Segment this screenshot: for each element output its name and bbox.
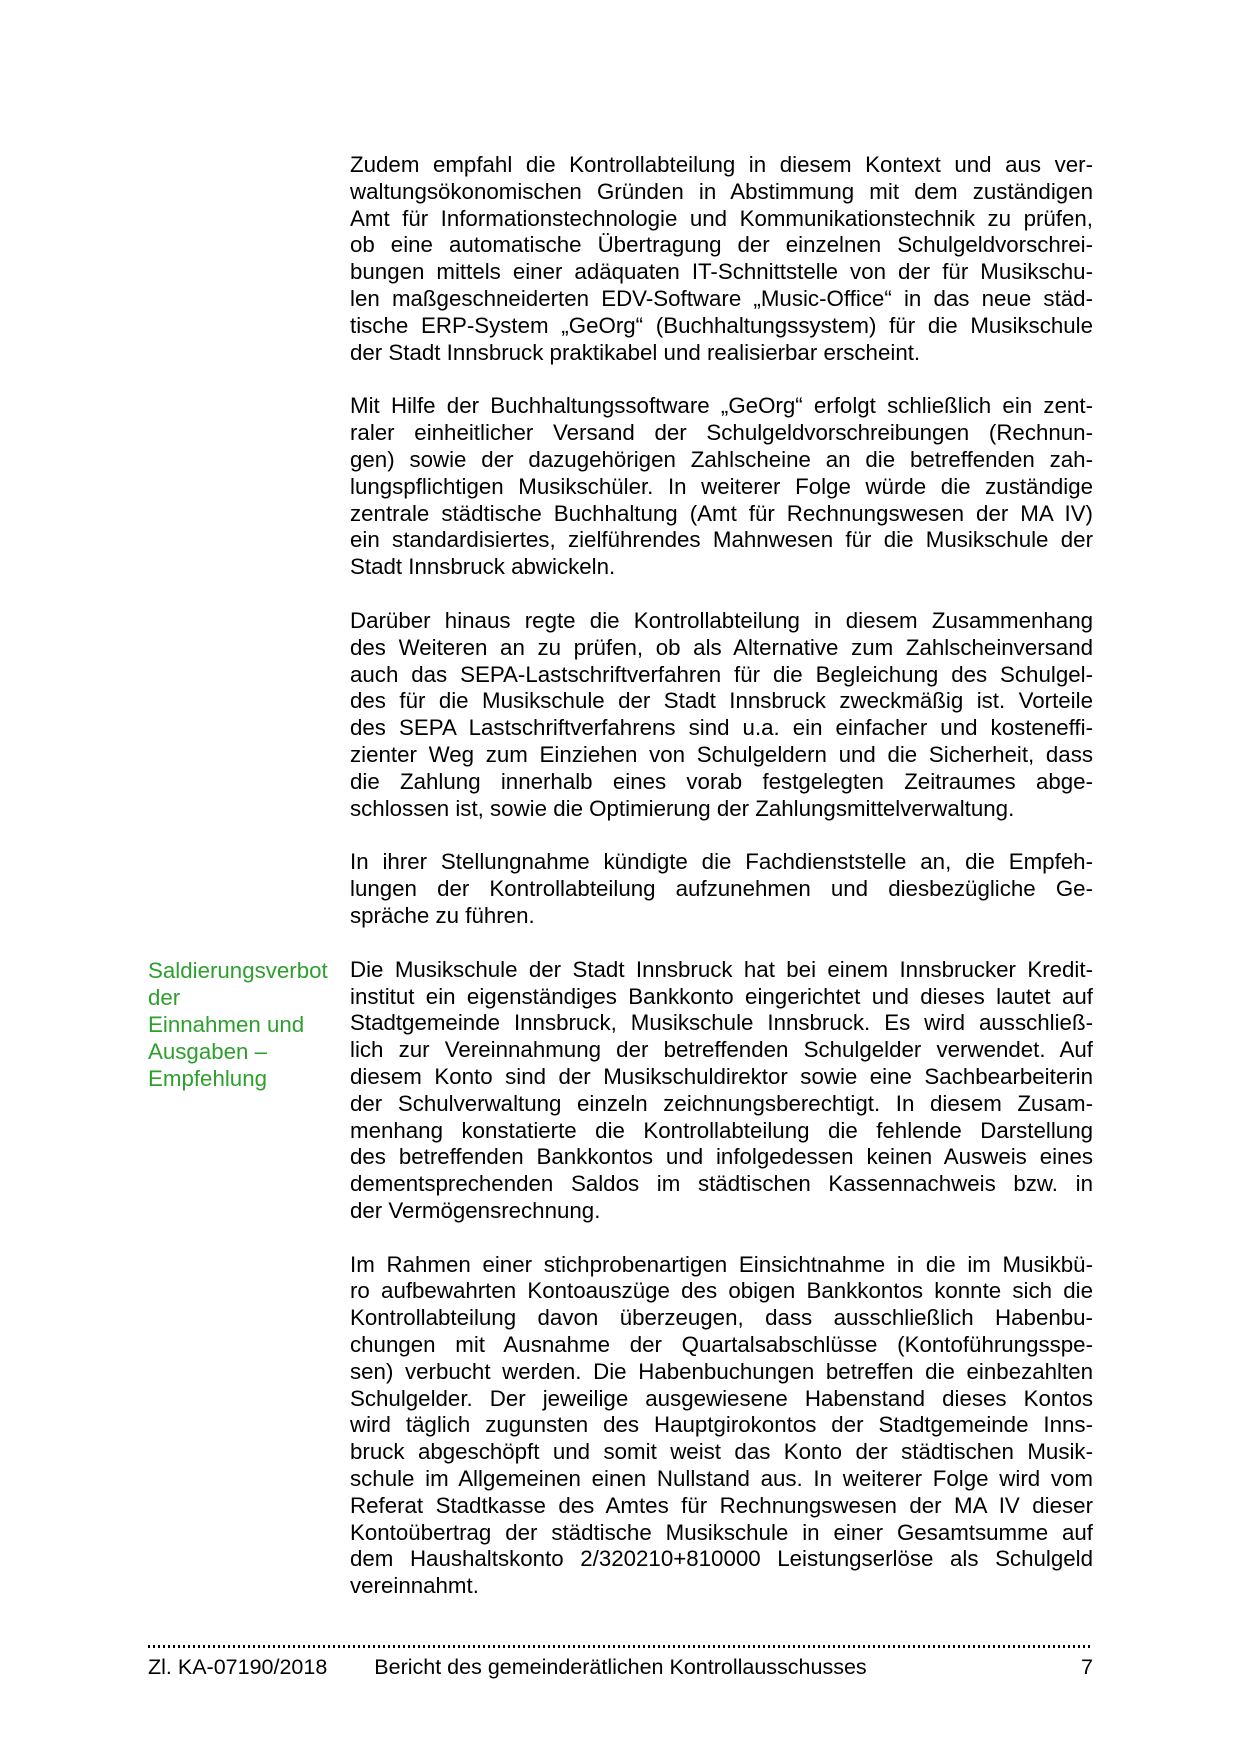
paragraph-sepa: Darüber hinaus regte die Kontrollabteilung in diesem Zusammenhang des Weiteren an zu prüfen, ob als Alternative zum Zahlscheinversand auch das SEPA-Lastschriftverfahren für die Begleichung des Schulgel- des für die Musikschule der Stadt Innsbruck zweckmäßig ist. Vorteile des SEPA Lastschriftverfahrens sind u.a. ein einfacher und kosteneffi- zienter Weg zum Einziehen von Schulgeldern und die Sicherheit, dass die Zahlung innerhalb eines vorab festgelegten Zeitraumes abge- schlossen ist, sowie die Optimierung der Zahlungsmittelverwaltung. xyxy=(350,607,1093,821)
paragraph-bankkonto: Die Musikschule der Stadt Innsbruck hat bei einem Innsbrucker Kredit- institut ein eigenständiges Bankkonto eingerichtet und dieses lautet auf Stadtgemeinde Innsbruck, Musikschule Innsbruck. Es wird ausschließ- lich zur Vereinnahmung der betreffenden Schulgelder verwendet. Auf diesem Konto sind der Musikschuldirektor sowie eine Sachbearbeiterin der Schulverwaltung einzeln zeichnungsberechtigt. In diesem Zusam- menhang konstatierte die Kontrollabteilung die fehlende Darstellung des betreffenden Bankkontos und infolgedessen keinen Ausweis eines dementsprechenden Saldos im städtischen Kassennachweis bzw. in der Vermögensrechnung. xyxy=(350,956,1093,1223)
paragraph-kontoauszuege: Im Rahmen einer stichprobenartigen Einsichtnahme in die im Musikbü- ro aufbewahrten Kontoauszüge des obigen Bankkontos konnte sich die Kontrollabteilung davon überzeugen, dass ausschließlich Habenbu- chungen mit Ausnahme der Quartalsabschlüsse (Kontoführungsspe- sen) verbucht werden. Die Habenbuchungen betreffen die einbezahlten Schulgelder. Der jeweilige ausgewiesene Habenstand dieses Kontos wird täglich zugunsten des Hauptgirokontos der Stadtgemeinde Inns- bruck abgeschöpft und somit weist das Konto der städtischen Musik- schule im Allgemeinen einen Nullstand aus. In weiterer Folge wird vom Referat Stadtkasse des Amtes für Rechnungswesen der MA IV dieser Kontoübertrag der städtische Musikschule in einer Gesamtsumme auf dem Haushaltskonto 2/320210+810000 Leistungserlöse als Schulgeld vereinnahmt. xyxy=(350,1251,1093,1599)
paragraph-row xyxy=(148,957,1093,1225)
paragraph-stellungnahme: In ihrer Stellungnahme kündigte die Fachdienststelle an, die Empfeh- lungen der Kontrollabteilung aufzunehmen und diesbezügliche Ge- spräche zu führen. xyxy=(350,849,1093,928)
margin-note-saldierungsverbot: Saldierungsverbot der Einnahmen und Ausgaben – Empfehlung xyxy=(148,957,328,1091)
paragraph-recommendation-it: Zudem empfahl die Kontrollabteilung in diesem Kontext und aus ver- waltungsökonomischen Gründen in Abstimmung mit dem zuständigen Amt für Informationstechnologie und Kommunikationstechnik zu prüfen, ob eine automatische Übertragung der einzelnen Schulgeldvorschrei- bungen mittels einer adäquaten IT-Schnittstelle von der für Musikschu- len maßgeschneiderten EDV-Software „Music-Office“ in das neue städ- tische ERP-System „GeOrg“ (Buchhaltungssystem) für die Musikschule der Stadt Innsbruck praktikabel und realisierbar erscheint. xyxy=(350,152,1093,365)
paragraph-georg-versand: Mit Hilfe der Buchhaltungssoftware „GeOrg“ erfolgt schließlich ein zent- raler einheitlicher Versand der Schulgeldvorschreibungen (Rechnun- gen) sowie der dazugehörigen Zahlscheine an die betreffenden zah- lungspflichtigen Musikschüler. In weiterer Folge würde die zuständige zentrale städtische Buchhaltung (Amt für Rechnungswesen der MA IV) ein standardisiertes, zielführendes Mahnwesen für die Musikschule der Stadt Innsbruck abwickeln. xyxy=(350,393,1093,580)
paragraph-row xyxy=(148,608,1093,822)
footer-reference-number: Zl. KA-07190/2018 xyxy=(148,1655,328,1679)
paragraph-row xyxy=(148,849,1093,929)
footer-text-row xyxy=(148,1655,1093,1680)
page-footer xyxy=(148,1645,1093,1680)
footer-page-number: 7 xyxy=(1081,1655,1093,1679)
footer-dotted-rule xyxy=(148,1645,1093,1648)
paragraph-row xyxy=(148,152,1093,366)
footer-report-title: Bericht des gemeinderätlichen Kontrollausschusses xyxy=(374,1655,867,1679)
paragraph-row xyxy=(148,393,1093,581)
paragraph-row xyxy=(148,1252,1093,1600)
document-body xyxy=(148,152,1093,1627)
